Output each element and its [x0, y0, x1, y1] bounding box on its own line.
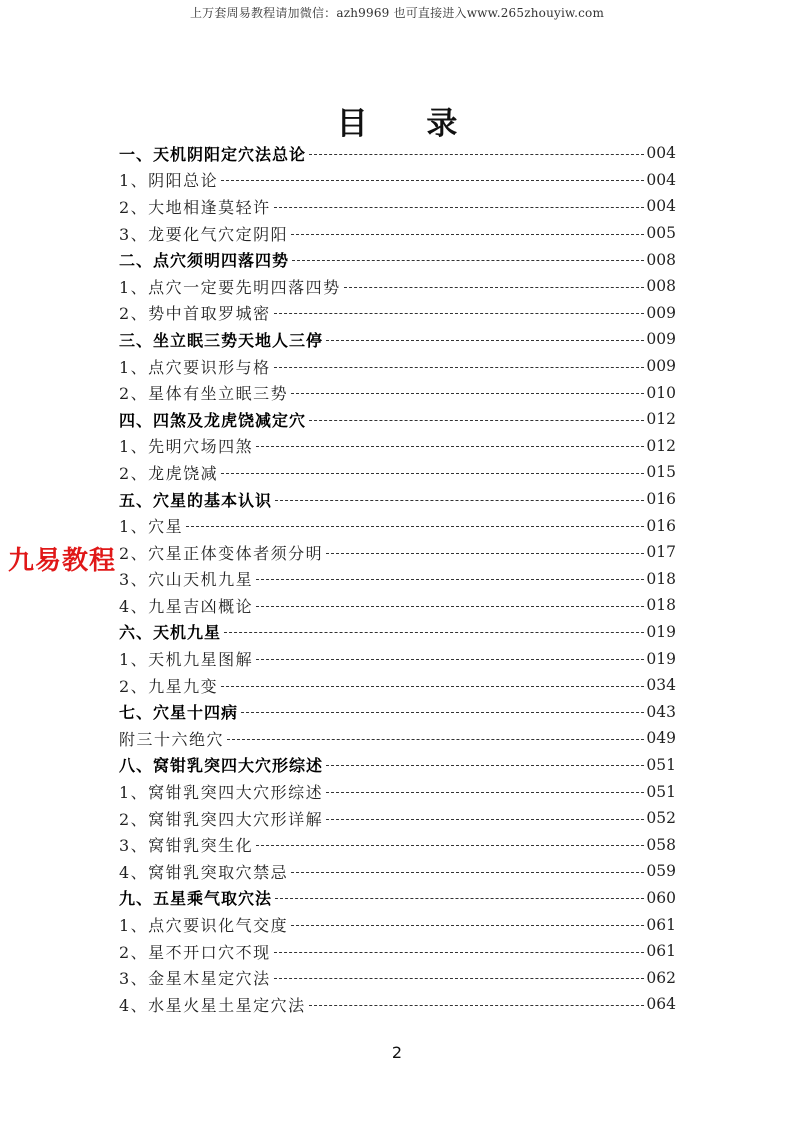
toc-page-number: 059	[646, 862, 676, 881]
toc-section-row[interactable]	[119, 140, 676, 167]
toc-entry-label: 2、势中首取罗城密	[119, 304, 271, 324]
toc-entry-label: 3、窝钳乳突生化	[119, 836, 254, 856]
toc-page-number: 034	[646, 676, 676, 695]
toc-page-number: 012	[646, 410, 676, 429]
toc-section-row[interactable]	[119, 246, 676, 273]
toc-entry-label: 三、坐立眠三势天地人三停	[119, 330, 324, 350]
toc-page-number: 051	[646, 782, 676, 801]
toc-page-number: 019	[646, 649, 676, 668]
watermark-logo: 九易教程	[6, 540, 118, 577]
toc-entry-label: 4、窝钳乳突取穴禁忌	[119, 862, 289, 882]
toc-entry-row[interactable]	[119, 167, 676, 194]
dot-leader	[274, 207, 645, 208]
toc-page-number: 005	[646, 224, 676, 243]
toc-section-row[interactable]	[119, 406, 676, 433]
dot-leader	[291, 234, 644, 235]
dot-leader	[275, 898, 644, 899]
toc-entry-row[interactable]	[119, 831, 676, 858]
toc-entry-row[interactable]	[119, 778, 676, 805]
toc-entry-row[interactable]	[119, 566, 676, 593]
toc-entry-label: 2、穴星正体变体者须分明	[119, 543, 324, 563]
toc-page-number: 018	[646, 569, 676, 588]
dot-leader	[256, 579, 644, 580]
toc-section-row[interactable]	[119, 752, 676, 779]
dot-leader	[291, 925, 644, 926]
toc-page-number: 009	[646, 303, 676, 322]
dot-leader	[221, 180, 644, 181]
toc-entry-label: 八、窝钳乳突四大穴形综述	[119, 756, 324, 776]
toc-page-number: 062	[646, 968, 676, 987]
toc-entry-label: 二、点穴须明四落四势	[119, 251, 290, 271]
toc-entry-label: 2、大地相逢莫轻许	[119, 197, 271, 217]
toc-page-number: 010	[646, 383, 676, 402]
dot-leader	[275, 500, 644, 501]
dot-leader	[256, 845, 644, 846]
toc-entry-row[interactable]	[119, 991, 676, 1018]
toc-page-number: 018	[646, 596, 676, 615]
toc-entry-row[interactable]	[119, 353, 676, 380]
toc-page-number: 043	[646, 702, 676, 721]
toc-page-number: 008	[646, 277, 676, 296]
dot-leader	[256, 606, 644, 607]
toc-entry-label: 六、天机九星	[119, 623, 222, 643]
dot-leader	[309, 154, 644, 155]
toc-page-number: 058	[646, 835, 676, 854]
toc-entry-row[interactable]	[119, 193, 676, 220]
dot-leader	[224, 632, 644, 633]
toc-page-number: 009	[646, 357, 676, 376]
page-header: 上万套周易教程请加微信：azh9969 也可直接进入www.265zhouyiw.com	[189, 6, 605, 20]
toc-entry-row[interactable]	[119, 512, 676, 539]
toc-entry-row[interactable]	[119, 273, 676, 300]
toc-entry-label: 1、点穴要识形与格	[119, 357, 271, 377]
toc-page-number: 004	[646, 144, 676, 163]
toc-entry-row[interactable]	[119, 379, 676, 406]
toc-entry-row[interactable]	[119, 300, 676, 327]
toc-entry-label: 2、星不开口穴不现	[119, 942, 271, 962]
toc-entry-label: 四、四煞及龙虎饶减定穴	[119, 410, 307, 430]
toc-page-number: 015	[646, 463, 676, 482]
toc-entry-label: 3、金星木星定穴法	[119, 969, 271, 989]
toc-entry-row[interactable]	[119, 938, 676, 965]
toc-page-number: 052	[646, 809, 676, 828]
toc-page-number: 017	[646, 543, 676, 562]
toc-entry-row[interactable]	[119, 433, 676, 460]
toc-entry-label: 1、点穴一定要先明四落四势	[119, 277, 341, 297]
toc-entry-label: 3、龙要化气穴定阴阳	[119, 224, 289, 244]
toc-section-row[interactable]	[119, 619, 676, 646]
toc-entry-label: 1、点穴要识化气交度	[119, 916, 289, 936]
toc-entry-label: 1、天机九星图解	[119, 650, 254, 670]
toc-entry-row[interactable]	[119, 592, 676, 619]
toc-entry-label: 2、星体有坐立眠三势	[119, 384, 289, 404]
toc-entry-row[interactable]	[119, 645, 676, 672]
toc-page-number: 004	[646, 170, 676, 189]
dot-leader	[274, 952, 645, 953]
toc-entry-label: 2、九星九变	[119, 676, 219, 696]
toc-entry-label: 2、龙虎饶减	[119, 463, 219, 483]
toc-entry-label: 1、穴星	[119, 517, 184, 537]
toc-entry-label: 3、穴山天机九星	[119, 570, 254, 590]
page-number: 2	[391, 1043, 403, 1062]
dot-leader	[292, 260, 644, 261]
toc-entry-label: 1、阴阳总论	[119, 171, 219, 191]
toc-page-number: 008	[646, 250, 676, 269]
toc-entry-row[interactable]	[119, 459, 676, 486]
toc-page-number: 009	[646, 330, 676, 349]
toc-page-number: 064	[646, 995, 676, 1014]
dot-leader	[344, 287, 645, 288]
dot-leader	[326, 553, 644, 554]
dot-leader	[291, 872, 644, 873]
dot-leader	[326, 340, 644, 341]
toc-entry-label: 九、五星乘气取穴法	[119, 889, 273, 909]
toc-entry-label: 2、窝钳乳突四大穴形详解	[119, 809, 324, 829]
toc-section-row[interactable]	[119, 486, 676, 513]
dot-leader	[309, 420, 644, 421]
toc-entry-row[interactable]	[119, 539, 676, 566]
page-title: 目 录	[336, 106, 482, 142]
table-of-contents	[119, 140, 676, 1018]
dot-leader	[274, 313, 645, 314]
dot-leader	[326, 819, 644, 820]
toc-page-number: 061	[646, 915, 676, 934]
dot-leader	[309, 1005, 645, 1006]
toc-entry-label: 4、九星吉凶概论	[119, 596, 254, 616]
toc-section-row[interactable]	[119, 885, 676, 912]
toc-page-number: 016	[646, 516, 676, 535]
dot-leader	[221, 686, 644, 687]
toc-entry-row[interactable]	[119, 964, 676, 991]
dot-leader	[256, 446, 644, 447]
toc-entry-label: 1、窝钳乳突四大穴形综述	[119, 783, 324, 803]
toc-page-number: 004	[646, 197, 676, 216]
toc-section-row[interactable]	[119, 326, 676, 353]
dot-leader	[291, 393, 644, 394]
toc-section-row[interactable]	[119, 698, 676, 725]
dot-leader	[221, 473, 644, 474]
toc-entry-label: 一、天机阴阳定穴法总论	[119, 144, 307, 164]
toc-entry-row[interactable]	[119, 672, 676, 699]
toc-entry-label: 4、水星火星土星定穴法	[119, 995, 306, 1015]
toc-entry-label: 七、穴星十四病	[119, 703, 239, 723]
dot-leader	[186, 526, 644, 527]
toc-entry-row[interactable]	[119, 858, 676, 885]
toc-page-number: 016	[646, 490, 676, 509]
dot-leader	[241, 712, 644, 713]
toc-entry-row[interactable]	[119, 805, 676, 832]
toc-page-number: 061	[646, 942, 676, 961]
toc-entry-row[interactable]	[119, 911, 676, 938]
toc-page-number: 051	[646, 755, 676, 774]
toc-entry-row[interactable]	[119, 725, 676, 752]
toc-entry-row[interactable]	[119, 220, 676, 247]
dot-leader	[326, 765, 644, 766]
toc-page-number: 012	[646, 436, 676, 455]
toc-page-number: 060	[646, 888, 676, 907]
toc-page-number: 019	[646, 622, 676, 641]
dot-leader	[274, 978, 645, 979]
toc-entry-label: 附三十六绝穴	[119, 729, 225, 749]
dot-leader	[227, 739, 644, 740]
toc-entry-label: 1、先明穴场四煞	[119, 437, 254, 457]
toc-entry-label: 五、穴星的基本认识	[119, 490, 273, 510]
dot-leader	[274, 367, 645, 368]
dot-leader	[256, 659, 644, 660]
toc-page-number: 049	[646, 729, 676, 748]
dot-leader	[326, 792, 644, 793]
